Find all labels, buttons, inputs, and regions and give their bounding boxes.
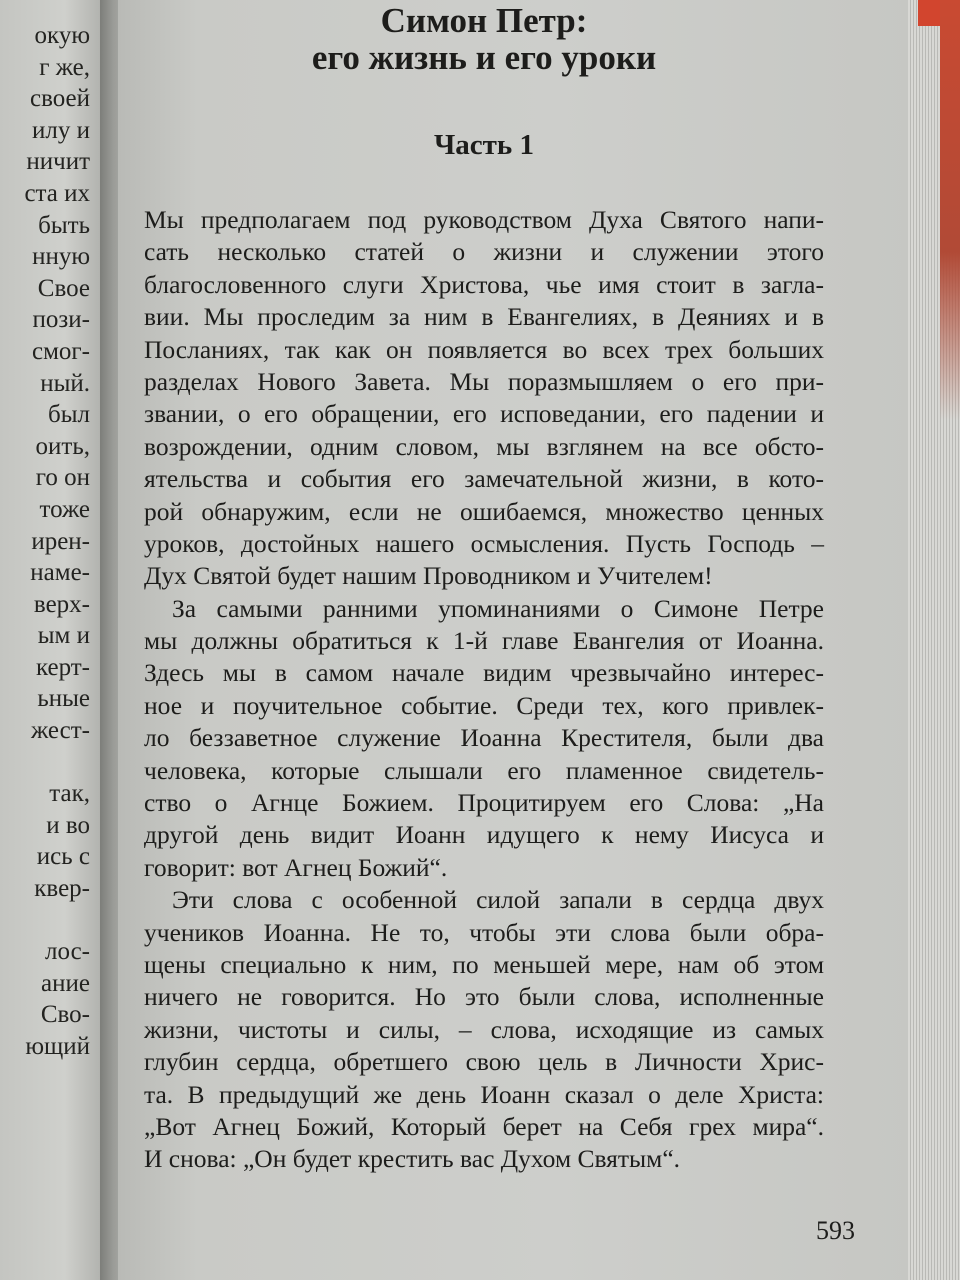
body-text xyxy=(144,204,824,1176)
left-page-line: смог- xyxy=(32,337,90,365)
left-page-line: керт- xyxy=(35,653,90,681)
text-line: говорит: вот Агнец Божий“. xyxy=(144,852,448,882)
left-page-line: тоже xyxy=(39,495,90,523)
part-heading: Часть 1 xyxy=(434,129,534,161)
text-line: Здесь мы в самом начале видим чрезвычайно интерес- xyxy=(144,658,824,688)
left-page-line: г же, xyxy=(39,53,90,81)
left-page-line: своей xyxy=(29,85,90,113)
left-page-line: быть xyxy=(38,211,90,239)
left-page-line xyxy=(24,747,90,779)
left-page-line: был xyxy=(48,401,90,429)
left-page-line: ым и xyxy=(37,622,90,650)
left-page-line: ирен- xyxy=(31,527,90,555)
left-page-line: и во xyxy=(46,811,90,839)
text-line: возрождении, одним словом, мы взглянем на все обсто- xyxy=(144,431,824,461)
text-line: разделах Нового Завета. Мы поразмышляем о его при- xyxy=(144,366,824,396)
left-page-line: лос- xyxy=(44,938,90,966)
text-line: щены специально к ним, по меньшей мере, нам об этом xyxy=(144,949,824,979)
left-page-line: илу и xyxy=(32,116,90,144)
text-line: Эти слова с особенной силой запали в сердца двух xyxy=(172,885,824,915)
text-line: другой день видит Иоанн идущего к нему Иисуса и xyxy=(144,820,824,850)
text-line: ло беззаветное служение Иоанна Крестителя, были два xyxy=(144,723,824,753)
text-line: ство о Агнце Божием. Процитируем его Слова: „На xyxy=(144,788,824,818)
left-page-line: наме- xyxy=(30,559,90,587)
text-line: благословенного слуги Христова, чье имя стоит в загла- xyxy=(144,269,824,299)
left-page-line: нную xyxy=(32,243,90,271)
main-page xyxy=(118,0,914,1280)
left-page-text-column xyxy=(24,20,90,1063)
text-line: За самыми ранними упоминаниями о Симоне Петре xyxy=(172,593,824,623)
left-page-line: ный. xyxy=(40,369,90,397)
text-line: та. В предыдущий же день Иоанн сказал о деле Христа: xyxy=(144,1079,824,1109)
left-page-line: Свое xyxy=(37,274,90,302)
left-facing-page xyxy=(0,0,108,1280)
left-page-line: верх- xyxy=(33,590,90,618)
left-page-line: ничит xyxy=(26,148,90,176)
text-line: ное и поучительное событие. Среди тех, кого привлек- xyxy=(144,690,824,720)
left-page-line: Сво- xyxy=(40,1001,90,1029)
text-line: Мы предполагаем под руководством Духа Святого напи- xyxy=(144,205,824,234)
left-page-line: оить, xyxy=(35,432,90,460)
chapter-title-line-1: Симон Петр: xyxy=(380,1,588,40)
left-page-line: ста их xyxy=(24,179,90,207)
text-line: сать несколько статей о жизни и служении этого xyxy=(144,237,824,267)
text-line: вии. Мы проследим за ним в Евангелиях, в Деяниях и в xyxy=(144,302,824,332)
text-line: ятельства и события его замечательной жизни, в кото- xyxy=(144,464,824,494)
left-page-line: ись с xyxy=(36,843,90,871)
text-line: И снова: „Он будет крестить вас Духом Святым“. xyxy=(144,1144,681,1174)
left-page-line: пози- xyxy=(32,306,90,334)
left-page-line: жест- xyxy=(30,717,90,745)
left-page-line xyxy=(24,905,90,937)
text-line: учеников Иоанна. Не то, чтобы эти слова были обра- xyxy=(144,917,824,947)
text-line: „Вот Агнец Божий, Который берет на Себя грех мира“. xyxy=(144,1111,824,1141)
text-line: глубин сердца, обретшего свою цель в Личности Хрис- xyxy=(144,1047,824,1077)
page-number: 593 xyxy=(816,1216,855,1245)
chapter-title-line-2: его жизнь и его уроки xyxy=(311,38,657,77)
book-cover-side xyxy=(940,0,960,420)
left-page-line: ание xyxy=(41,969,90,997)
text-line: жизни, чистоты и силы, – слова, исходящие из самых xyxy=(144,1014,824,1044)
left-page-line: ьные xyxy=(37,685,90,713)
chapter-title xyxy=(144,2,824,76)
left-page-line: ющий xyxy=(25,1033,90,1060)
text-line: уроков, достойных нашего осмысления. Пусть Господь – xyxy=(144,528,824,558)
left-page-line: го он xyxy=(35,464,90,492)
left-page-line: квер- xyxy=(34,875,90,903)
text-line: рой обнаружим, если не ошибаемся, множество ценных xyxy=(144,496,824,526)
text-line: Посланиях, так как он появляется во всех трех больших xyxy=(144,334,824,364)
left-page-line: окую xyxy=(34,22,90,49)
text-line: ничего не говорится. Но это были слова, исполненные xyxy=(144,982,824,1012)
text-line: мы должны обратиться к 1-й главе Евангелия от Иоанна. xyxy=(144,626,824,656)
text-line: Дух Святой будет нашим Проводником и Учителем! xyxy=(144,561,713,591)
text-line: человека, которые слышали его пламенное свидетель- xyxy=(144,755,824,785)
text-line: звании, о его обращении, его исповедании, его падении и xyxy=(144,399,824,429)
left-page-line: так, xyxy=(49,780,90,808)
